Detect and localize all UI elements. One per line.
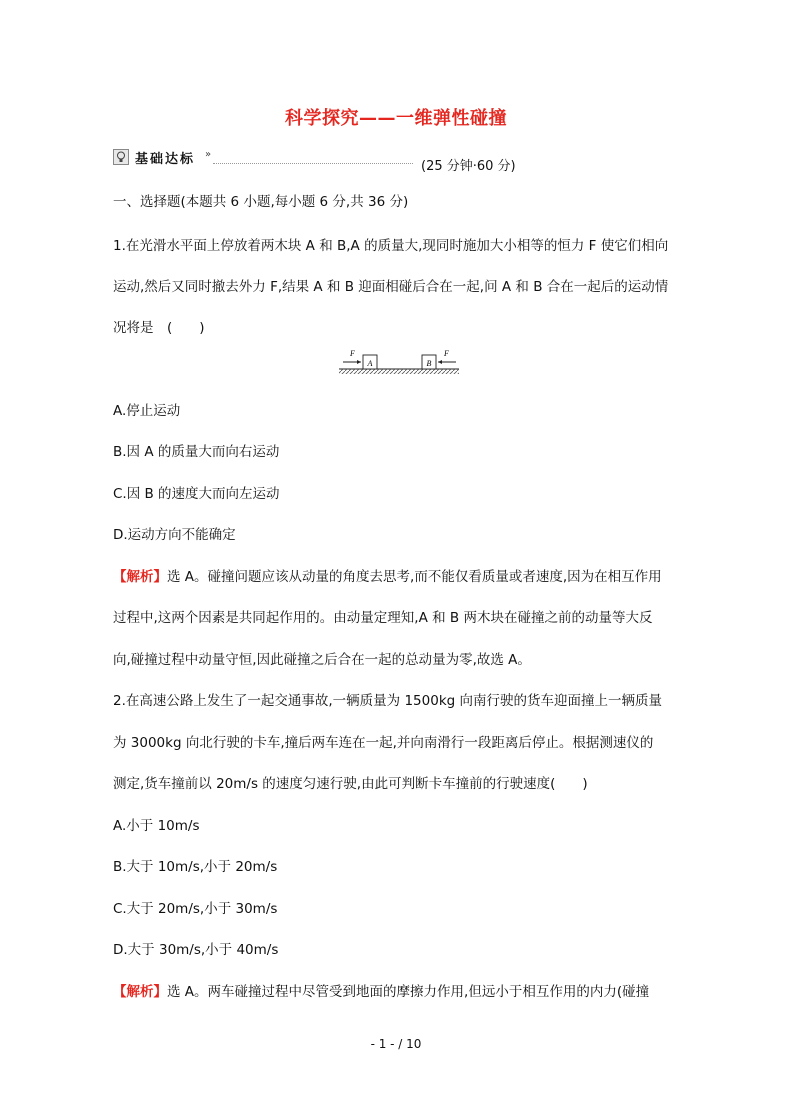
block-b-label: B — [426, 359, 432, 368]
analysis-text: 选 A。碰撞问题应该从动量的角度去思考,而不能仅看质量或者速度,因为在相互作用 — [167, 569, 662, 585]
option-a: A.小于 10m/s — [113, 818, 200, 834]
option-c: C.大于 20m/s,小于 30m/s — [113, 901, 278, 917]
force-label-left: F — [350, 349, 355, 358]
question-text: 运动,然后又同时撤去外力 F,结果 A 和 B 迎面相碰后合在一起,问 A 和 B 合在一起后的运动情 — [113, 279, 669, 295]
analysis-line — [113, 980, 649, 1000]
section-label: 基础达标 — [135, 152, 196, 167]
block-a-label: A — [367, 359, 373, 368]
analysis-tag: 【解析】 — [113, 984, 167, 1000]
analysis-tag: 【解析】 — [113, 569, 167, 585]
ground-hatch — [339, 369, 459, 374]
time-score: (25 分钟·60 分) — [421, 159, 516, 174]
arrowhead-icon — [357, 360, 361, 364]
section-header — [113, 148, 413, 168]
question-text: 为 3000kg 向北行驶的卡车,撞后两车连在一起,并向南滑行一段距离后停止。根据测速仪的 — [113, 735, 654, 751]
analysis-line: 向,碰撞过程中动量守恒,因此碰撞之后合在一起的总动量为零,故选 A。 — [113, 652, 531, 668]
section-divider — [213, 163, 413, 164]
arrowhead-icon — [438, 360, 442, 364]
question-text: 1.在光滑水平面上停放着两木块 A 和 B,A 的质量大,现同时施加大小相等的恒力 F 使它们相向 — [113, 238, 669, 254]
analysis-text: 选 A。两车碰撞过程中尽管受到地面的摩擦力作用,但远小于相互作用的内力(碰撞 — [167, 984, 650, 1000]
blocks-figure — [337, 347, 461, 377]
force-label-right: F — [444, 349, 449, 358]
option-b: B.因 A 的质量大而向右运动 — [113, 444, 280, 460]
option-d: D.运动方向不能确定 — [113, 527, 236, 543]
option-b: B.大于 10m/s,小于 20m/s — [113, 859, 278, 875]
option-c: C.因 B 的速度大而向左运动 — [113, 486, 280, 502]
option-d: D.大于 30m/s,小于 40m/s — [113, 942, 279, 958]
page-footer: - 1 - / 10 — [370, 1037, 422, 1051]
lightbulb-icon — [113, 149, 129, 165]
analysis-line — [113, 565, 662, 585]
page-title: 科学探究——一维弹性碰撞 — [285, 108, 507, 129]
question-text: 2.在高速公路上发生了一起交通事故,一辆质量为 1500kg 向南行驶的货车迎面撞上一辆质量 — [113, 693, 662, 709]
question-text: 测定,货车撞前以 20m/s 的速度匀速行驶,由此可判断卡车撞前的行驶速度( ) — [113, 776, 588, 792]
analysis-line: 过程中,这两个因素是共同起作用的。由动量定理知,A 和 B 两木块在碰撞之前的动量等大反 — [113, 610, 653, 626]
option-a: A.停止运动 — [113, 403, 181, 419]
part-heading: 一、选择题(本题共 6 小题,每小题 6 分,共 36 分) — [113, 194, 409, 210]
question-text: 况将是 ( ) — [113, 320, 205, 336]
double-chevron-icon: » — [205, 149, 212, 160]
